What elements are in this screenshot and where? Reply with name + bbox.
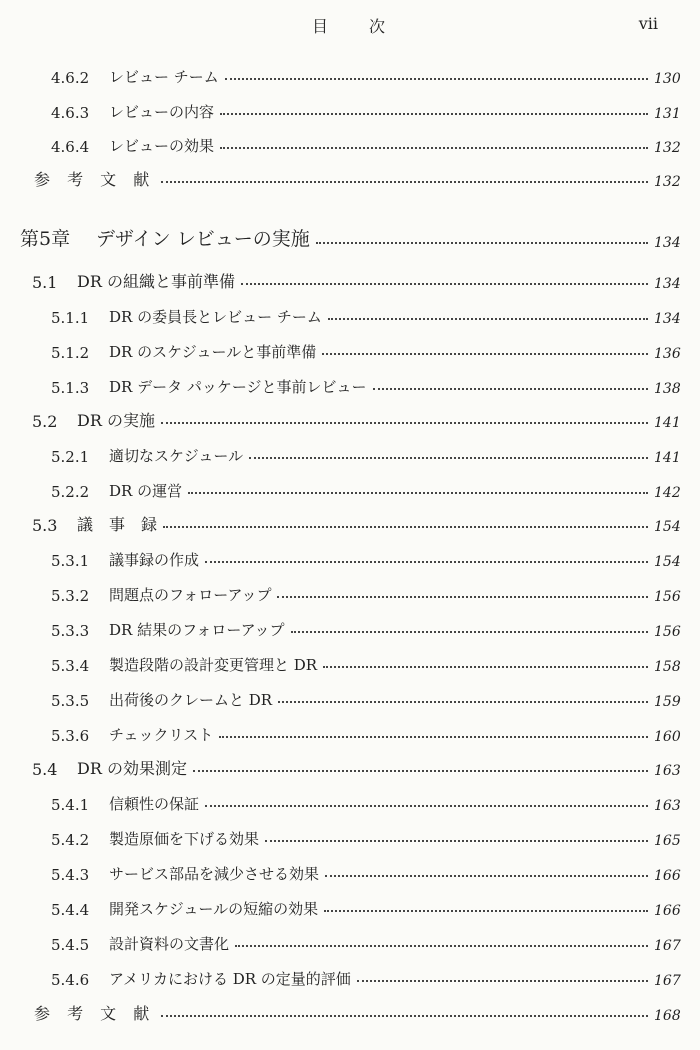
toc-entry bbox=[0, 436, 700, 466]
section-number: 5.2.1 bbox=[51, 448, 90, 466]
page-ref: 160 bbox=[654, 729, 681, 745]
chapter-title: デザイン レビューの実施 bbox=[96, 228, 310, 250]
section-title: レビューの内容 bbox=[109, 103, 215, 121]
toc-entry bbox=[0, 57, 700, 87]
section-number: 5.4.6 bbox=[51, 971, 90, 989]
section-title: 問題点のフォローアップ bbox=[109, 586, 272, 604]
toc-entry bbox=[0, 471, 700, 501]
section-title: DR データ パッケージと事前レビュー bbox=[109, 378, 367, 396]
leader-dots bbox=[323, 666, 648, 668]
page-ref: 156 bbox=[654, 624, 681, 640]
leader-dots bbox=[324, 910, 648, 912]
leader-dots bbox=[161, 422, 648, 424]
leader-dots bbox=[161, 181, 648, 183]
section-title: チェックリスト bbox=[109, 726, 214, 744]
section-number: 5.3.6 bbox=[51, 727, 90, 745]
page-ref: 141 bbox=[654, 450, 681, 466]
chapter-number: 第5章 bbox=[20, 228, 71, 250]
leader-dots bbox=[265, 840, 648, 842]
leader-dots bbox=[235, 945, 648, 947]
toc-entry bbox=[0, 959, 700, 989]
section-title: サービス部品を減少させる効果 bbox=[109, 865, 320, 883]
toc-entry bbox=[0, 889, 700, 919]
toc-entry bbox=[0, 784, 700, 814]
leader-dots bbox=[163, 526, 648, 528]
toc-entry-chapter bbox=[0, 221, 700, 251]
leader-dots bbox=[205, 561, 648, 563]
section-title: DR のスケジュールと事前準備 bbox=[109, 343, 317, 361]
page-ref: 163 bbox=[654, 763, 681, 779]
section-number: 5.4.3 bbox=[51, 866, 90, 884]
section-title: DR 結果のフォローアップ bbox=[109, 621, 285, 639]
section-title: アメリカにおける DR の定量的評価 bbox=[109, 970, 351, 988]
section-title: 出荷後のクレームと DR bbox=[109, 691, 273, 709]
toc-entry bbox=[0, 645, 700, 675]
page-ref: 166 bbox=[654, 903, 681, 919]
section-number: 5.3.5 bbox=[51, 692, 90, 710]
toc-entry bbox=[0, 715, 700, 745]
leader-dots bbox=[220, 147, 648, 149]
section-title: 設計資料の文書化 bbox=[109, 935, 230, 953]
page-header bbox=[0, 14, 700, 40]
page-ref: 159 bbox=[654, 694, 681, 710]
section-number: 4.6.2 bbox=[51, 69, 90, 87]
toc-entry bbox=[0, 126, 700, 156]
page-ref: 134 bbox=[654, 311, 681, 327]
section-number: 4.6.3 bbox=[51, 104, 90, 122]
leader-dots bbox=[316, 242, 648, 244]
toc-entry bbox=[0, 297, 700, 327]
toc-entry bbox=[0, 401, 700, 431]
leader-dots bbox=[188, 492, 648, 494]
toc-entry bbox=[0, 332, 700, 362]
section-number: 5.4 bbox=[32, 760, 58, 779]
page-ref: 136 bbox=[654, 346, 681, 362]
running-title-left: 目 bbox=[312, 17, 330, 36]
section-number: 5.1 bbox=[32, 273, 58, 292]
section-number: 5.3 bbox=[32, 516, 58, 535]
page-ref: 166 bbox=[654, 868, 681, 884]
page-ref: 134 bbox=[654, 276, 681, 292]
leader-dots bbox=[291, 631, 648, 633]
toc-entry bbox=[0, 540, 700, 570]
leader-dots bbox=[220, 113, 648, 115]
toc-entry bbox=[0, 505, 700, 535]
section-title: 開発スケジュールの短縮の効果 bbox=[109, 900, 319, 918]
leader-dots bbox=[373, 388, 648, 390]
toc-entry bbox=[0, 610, 700, 640]
page-ref: 158 bbox=[654, 659, 681, 675]
toc-entry-references bbox=[0, 994, 700, 1024]
section-title: DR の実施 bbox=[77, 411, 155, 430]
section-number: 5.4.4 bbox=[51, 901, 90, 919]
toc-entry bbox=[0, 749, 700, 779]
page-ref: 134 bbox=[654, 235, 681, 251]
page-ref: 130 bbox=[654, 71, 681, 87]
section-number: 5.3.1 bbox=[51, 552, 90, 570]
running-title-right: 次 bbox=[369, 17, 387, 36]
page-ref: 167 bbox=[654, 938, 681, 954]
section-title: DR の委員長とレビュー チーム bbox=[109, 308, 322, 326]
section-title: 参 考 文 献 bbox=[34, 1004, 156, 1023]
section-number: 5.2 bbox=[32, 412, 58, 431]
section-title: 製造段階の設計変更管理と DR bbox=[109, 656, 318, 674]
page-ref: 154 bbox=[654, 554, 681, 570]
toc-entry bbox=[0, 367, 700, 397]
section-title: レビュー チーム bbox=[109, 68, 219, 86]
section-title: DR の組織と事前準備 bbox=[77, 272, 235, 291]
section-title: 参 考 文 献 bbox=[34, 170, 156, 189]
leader-dots bbox=[219, 736, 648, 738]
leader-dots bbox=[277, 596, 648, 598]
leader-dots bbox=[278, 701, 648, 703]
section-title: DR の運営 bbox=[109, 482, 183, 500]
leader-dots bbox=[249, 457, 648, 459]
page-ref: 132 bbox=[654, 174, 681, 190]
page-ref: 131 bbox=[654, 106, 681, 122]
leader-dots bbox=[328, 318, 648, 320]
leader-dots bbox=[325, 875, 648, 877]
section-title: DR の効果測定 bbox=[77, 759, 187, 778]
section-title: 議事録の作成 bbox=[109, 551, 200, 569]
page-ref: 156 bbox=[654, 589, 681, 605]
page-ref: 132 bbox=[654, 140, 681, 156]
toc-entry bbox=[0, 819, 700, 849]
section-title: 適切なスケジュール bbox=[109, 447, 244, 465]
page-ref: 167 bbox=[654, 973, 681, 989]
page-ref: 163 bbox=[654, 798, 681, 814]
section-number: 5.4.1 bbox=[51, 796, 90, 814]
running-title bbox=[312, 14, 386, 37]
section-number: 5.3.4 bbox=[51, 657, 90, 675]
section-number: 5.3.2 bbox=[51, 587, 90, 605]
leader-dots bbox=[193, 770, 648, 772]
section-title: レビューの効果 bbox=[109, 137, 215, 155]
page-ref: 141 bbox=[654, 415, 681, 431]
section-number: 5.4.2 bbox=[51, 831, 90, 849]
section-number: 5.1.1 bbox=[51, 309, 90, 327]
toc-entry bbox=[0, 92, 700, 122]
page-ref: 142 bbox=[654, 485, 681, 501]
page-number: vii bbox=[638, 14, 658, 33]
section-number: 5.4.5 bbox=[51, 936, 90, 954]
leader-dots bbox=[357, 980, 648, 982]
section-number: 5.1.2 bbox=[51, 344, 90, 362]
toc-entry bbox=[0, 262, 700, 292]
toc-entry-references bbox=[0, 160, 700, 190]
section-number: 4.6.4 bbox=[51, 138, 90, 156]
leader-dots bbox=[205, 805, 648, 807]
section-title: 製造原価を下げる効果 bbox=[109, 830, 260, 848]
section-number: 5.2.2 bbox=[51, 483, 90, 501]
page-ref: 168 bbox=[654, 1008, 681, 1024]
toc-entry bbox=[0, 680, 700, 710]
section-number: 5.1.3 bbox=[51, 379, 90, 397]
section-number: 5.3.3 bbox=[51, 622, 90, 640]
leader-dots bbox=[322, 353, 648, 355]
page-ref: 165 bbox=[654, 833, 681, 849]
leader-dots bbox=[225, 78, 648, 80]
page-ref: 138 bbox=[654, 381, 681, 397]
page-ref: 154 bbox=[654, 519, 681, 535]
toc-entry bbox=[0, 854, 700, 884]
toc-entry bbox=[0, 575, 700, 605]
leader-dots bbox=[241, 283, 648, 285]
section-title: 議 事 録 bbox=[77, 515, 158, 534]
section-title: 信頼性の保証 bbox=[109, 795, 200, 813]
leader-dots bbox=[161, 1015, 648, 1017]
toc-entry bbox=[0, 924, 700, 954]
